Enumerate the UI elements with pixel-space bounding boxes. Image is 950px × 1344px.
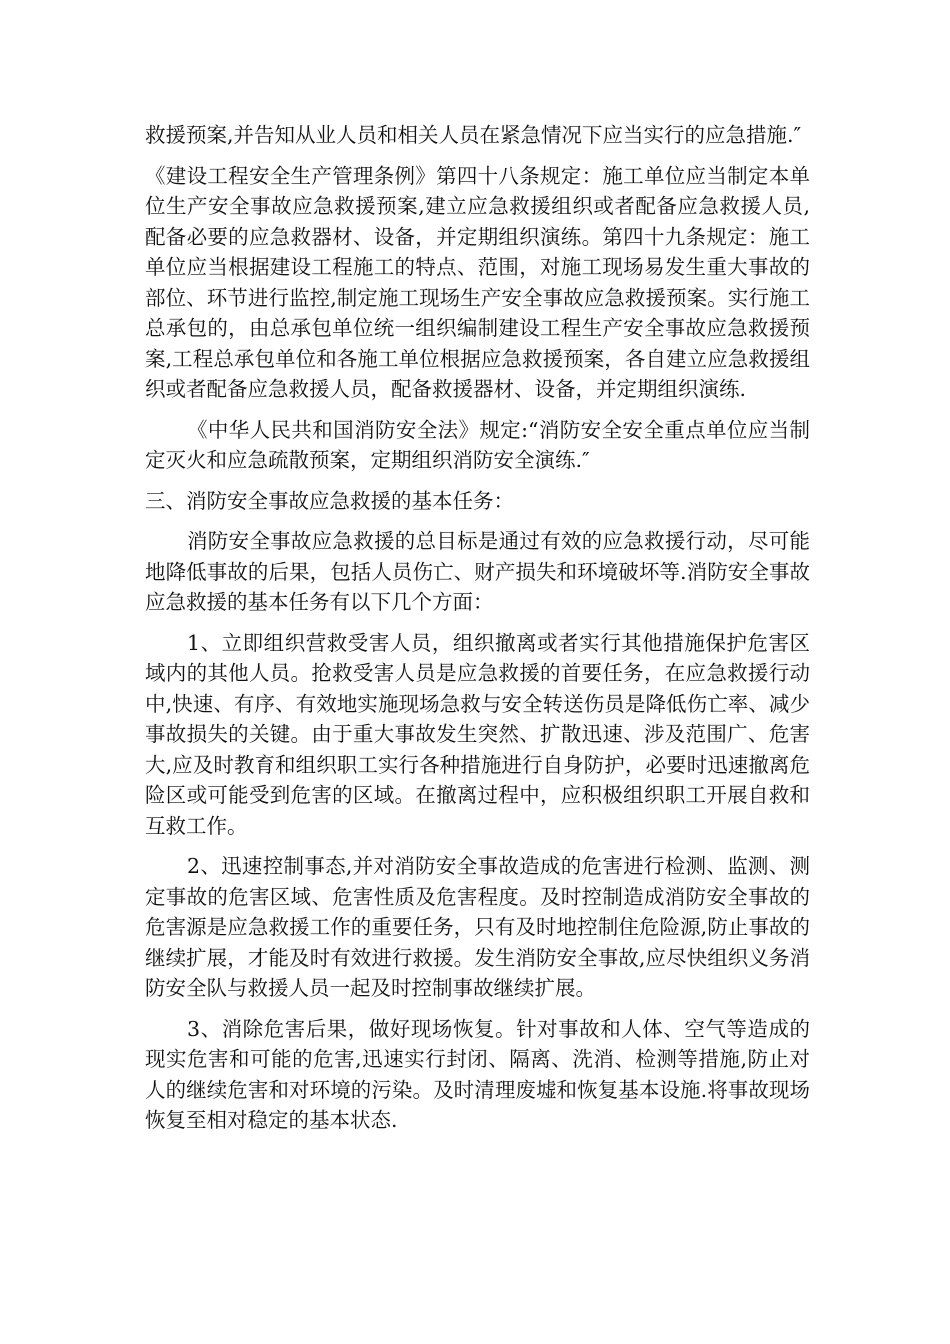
- paragraph-continuation: 救援预案,并告知从业人员和相关人员在紧急情况下应当实行的应急措施.″: [145, 123, 802, 147]
- paragraph-overall-goal: 消防安全事故应急救援的总目标是通过有效的应急救援行动，尽可能地降低事故的后果，包括人员伤亡、财产损失和环境破坏等.消防安全事故应急救援的基本任务有以下几个方面：: [145, 529, 810, 614]
- paragraph-task-1: 1、立即组织营救受害人员，组织撤离或者实行其他措施保护危害区域内的其他人员。抢救受害人员是应急救援的首要任务，在应急救援行动中,快速、有序、有效地实施现场急救与安全转送伤员是降低伤亡率、减少事故损失的关键。由于重大事故发生突然、扩散迅速、涉及范围广、危害大,应及时教育和组织职工实行各种措施进行自身防护，必要时迅速撤离危险区或可能受到危害的区域。在撤离过程中，应积极组织职工开展自救和互救工作。: [145, 630, 810, 838]
- paragraph-task-2: 2、迅速控制事态,并对消防安全事故造成的危害进行检测、监测、测定事故的危害区域、危害性质及危害程度。及时控制造成消防安全事故的危害源是应急救援工作的重要任务，只有及时地控制住危险源,防止事故的继续扩展，才能及时有效进行救援。发生消防安全事故,应尽快组织义务消防安全队与救援人员一起及时控制事故继续扩展。: [145, 854, 810, 1000]
- paragraph-task-3: 3、消除危害后果，做好现场恢复。针对事故和人体、空气等造成的现实危害和可能的危害,迅速实行封闭、隔离、洗消、检测等措施,防止对人的继续危害和对环境的污染。及时清理废墟和恢复基本设施.将事故现场恢复至相对稳定的基本状态.: [145, 1016, 810, 1132]
- section-heading-basic-tasks: 三、消防安全事故应急救援的基本任务：: [145, 488, 514, 513]
- paragraph-construction-regulation: 《建设工程安全生产管理条例》第四十八条规定：施工单位应当制定本单位生产安全事故应急救援预案,建立应急救援组织或者配备应急救援人员,配备必要的应急救器材、设备，并定期组织演练。第四十九条规定：施工单位应当根据建设工程施工的特点、范围，对施工现场易发生重大事故的部位、环节进行监控,制定施工现场生产安全事故应急救援预案。实行施工总承包的，由总承包单位统一组织编制建设工程生产安全事故应急救援预案,工程总承包单位和各施工单位根据应急救援预案，各自建立应急救援组织或者配备应急救援人员，配备救援器材、设备，并定期组织演练.: [145, 163, 810, 401]
- document-page: [145, 120, 810, 1146]
- paragraph-fire-law: 《中华人民共和国消防安全法》规定:“消防安全安全重点单位应当制定灭火和应急疏散预案，定期组织消防安全演练.″: [145, 417, 810, 472]
